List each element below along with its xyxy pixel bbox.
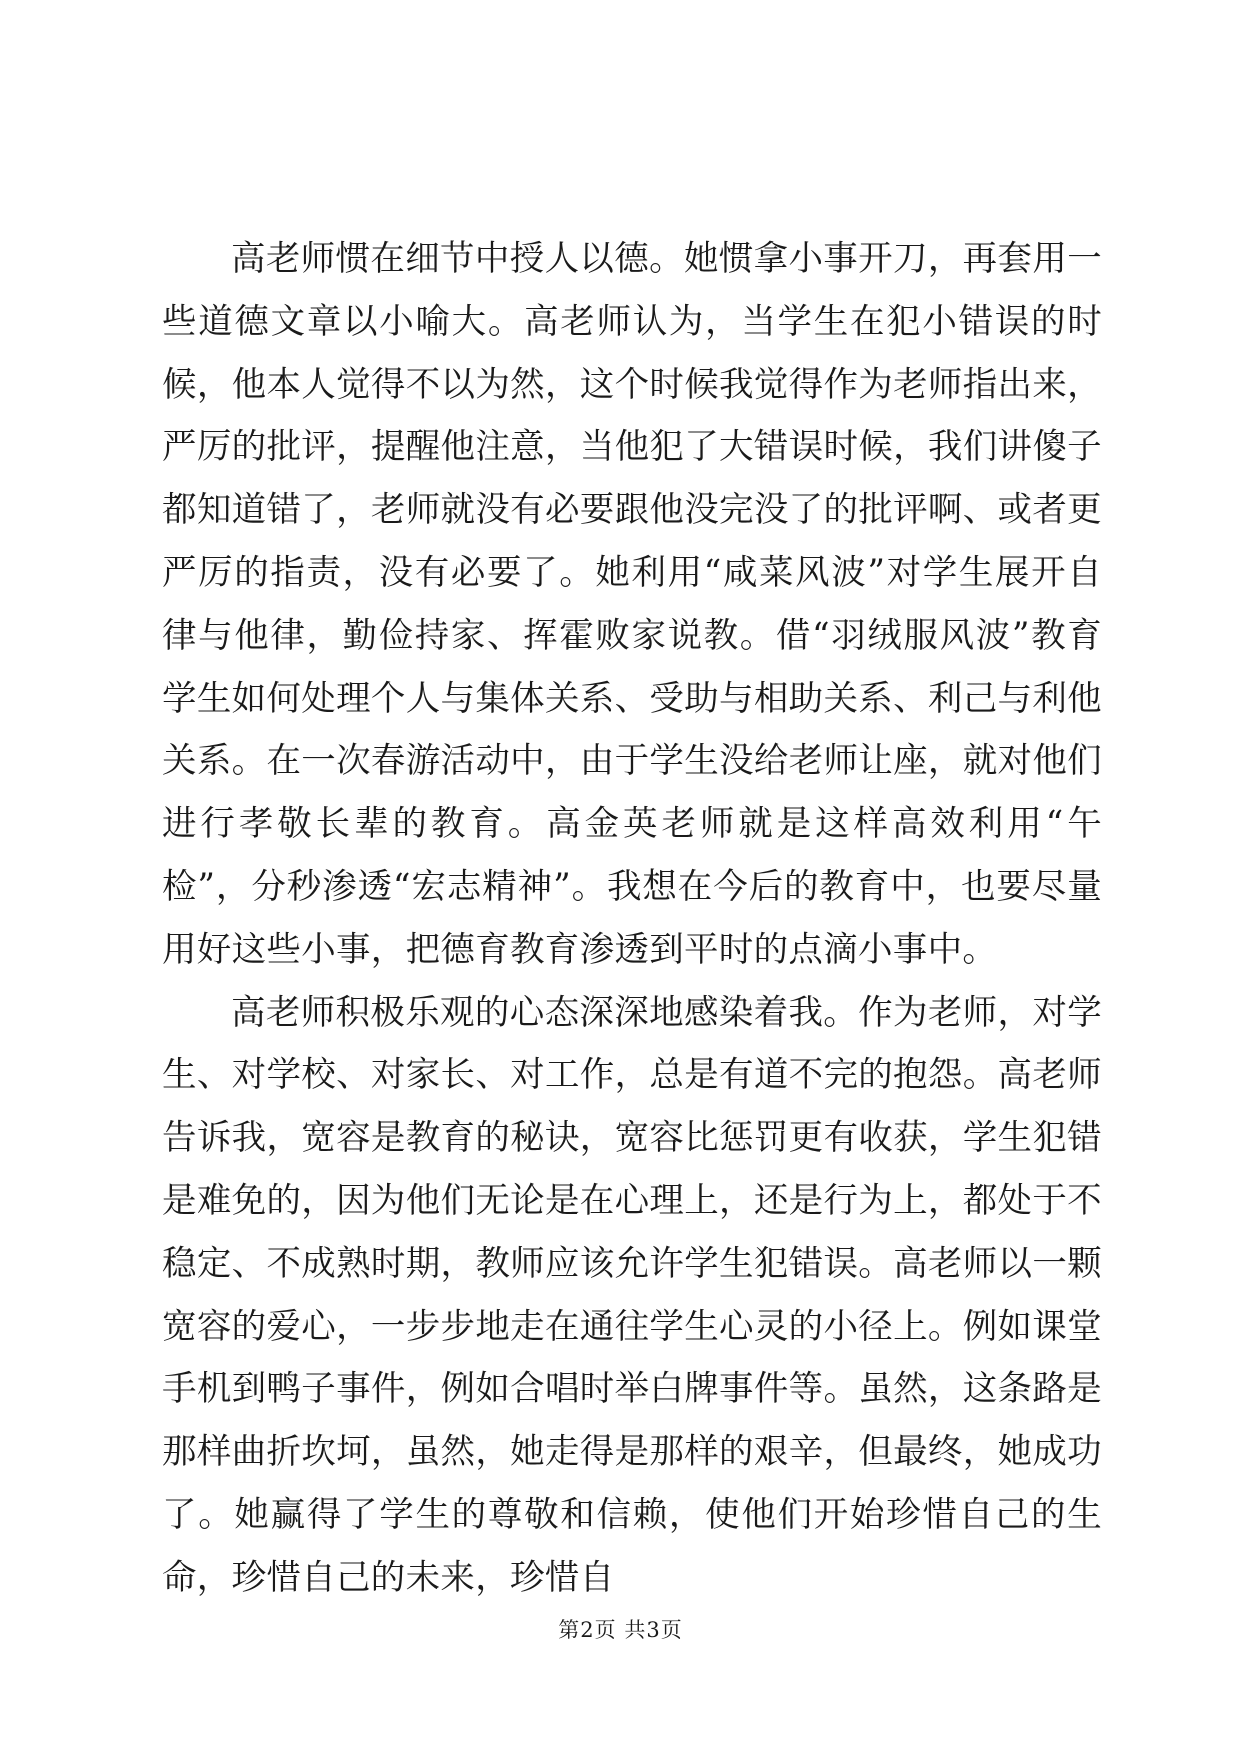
document-body xyxy=(162,228,1102,1610)
page-footer: 第2页 共3页 xyxy=(558,1618,683,1642)
paragraph: 高老师积极乐观的心态深深地感染着我。作为老师，对学生、对学校、对家长、对工作，总是有道不完的抱怨。高老师告诉我，宽容是教育的秘诀，宽容比惩罚更有收获，学生犯错是难免的，因为他们无论是在心理上，还是行为上，都处于不稳定、不成熟时期，教师应该允许学生犯错误。高老师以一颗宽容的爱心，一步步地走在通往学生心灵的小径上。例如课堂手机到鸭子事件，例如合唱时举白牌事件等。虽然，这条路是那样曲折坎坷，虽然，她走得是那样的艰辛，但最终，她成功了。她赢得了学生的尊敬和信赖，使他们开始珍惜自己的生命，珍惜自己的未来，珍惜自 xyxy=(162,992,1102,1598)
paragraph: 高老师惯在细节中授人以德。她惯拿小事开刀，再套用一些道德文章以小喻大。高老师认为，当学生在犯小错误的时候，他本人觉得不以为然，这个时候我觉得作为老师指出来，严厉的批评，提醒他注意，当他犯了大错误时候，我们讲傻子都知道错了，老师就没有必要跟他没完没了的批评啊、或者更严厉的指责，没有必要了。她利用“咸菜风波”对学生展开自律与他律，勤俭持家、挥霍败家说教。借“羽绒服风波”教育学生如何处理个人与集体关系、受助与相助关系、利己与利他关系。在一次春游活动中，由于学生没给老师让座，就对他们进行孝敬长辈的教育。高金英老师就是这样高效利用“午检”，分秒渗透“宏志精神”。我想在今后的教育中，也要尽量用好这些小事，把德育教育渗透到平时的点滴小事中。 xyxy=(162,239,1102,970)
